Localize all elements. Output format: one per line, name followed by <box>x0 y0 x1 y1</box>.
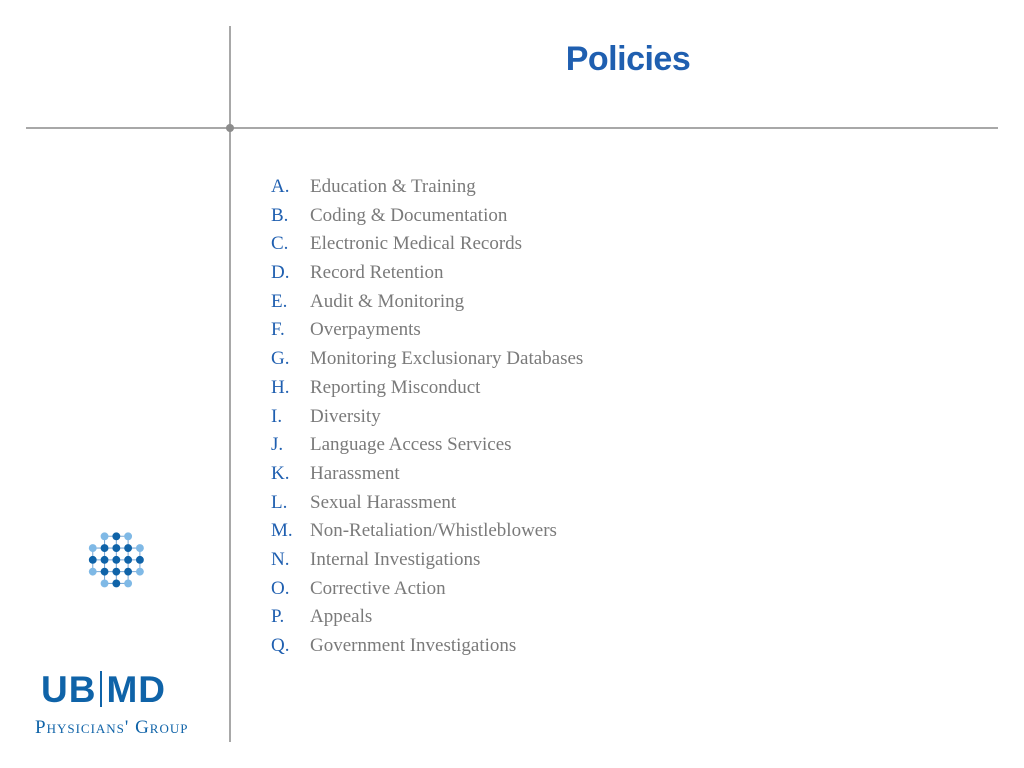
divider-intersection-dot <box>226 124 234 132</box>
list-item <box>271 230 583 259</box>
logo-dot <box>136 544 144 552</box>
list-item-label: Sexual Harassment <box>310 491 457 513</box>
list-item-letter: N. <box>271 548 290 570</box>
logo-dot <box>89 556 97 564</box>
list-item-letter: B. <box>271 204 289 226</box>
list-item-label: Electronic Medical Records <box>310 233 523 255</box>
list-item-label: Non-Retaliation/Whistleblowers <box>310 520 557 542</box>
list-item-letter: D. <box>271 262 290 284</box>
list-item <box>271 259 583 288</box>
list-item-label: Corrective Action <box>310 577 446 599</box>
list-item-letter: I. <box>271 405 283 427</box>
list-item <box>271 489 583 518</box>
list-item-letter: Q. <box>271 635 290 656</box>
list-item-label: Education & Training <box>310 176 476 197</box>
list-item <box>271 431 583 460</box>
logo-dot <box>124 568 132 576</box>
list-item-label: Harassment <box>310 462 400 484</box>
list-item-label: Record Retention <box>310 262 444 284</box>
list-item-letter: L. <box>271 491 288 513</box>
list-item <box>271 546 583 575</box>
list-item-label: Reporting Misconduct <box>310 376 481 398</box>
list-item-letter: K. <box>271 462 290 484</box>
wordmark-md: MD <box>106 669 166 710</box>
horizontal-divider <box>26 127 998 129</box>
list-item-letter: E. <box>271 290 288 312</box>
list-item-letter: M. <box>271 520 293 542</box>
list-item <box>271 632 583 661</box>
list-item <box>271 460 583 489</box>
logo-dot <box>101 580 109 588</box>
list-item-label: Diversity <box>310 405 381 427</box>
policy-list <box>271 173 583 661</box>
logo-dot <box>101 532 109 540</box>
list-item-letter: P. <box>271 606 285 628</box>
logo-dot <box>101 544 109 552</box>
list-item-letter: F. <box>271 319 285 341</box>
list-item <box>271 603 583 632</box>
list-item <box>271 517 583 546</box>
logo-dot <box>89 544 97 552</box>
wordmark-ub: UB <box>41 669 97 710</box>
list-item <box>271 374 583 403</box>
list-item-letter: O. <box>271 577 290 599</box>
logo-dot <box>124 580 132 588</box>
vertical-divider <box>229 26 231 742</box>
logo-dot <box>112 544 120 552</box>
wordmark-separator <box>100 671 102 707</box>
list-item <box>271 575 583 604</box>
list-item <box>271 202 583 231</box>
logo-dot <box>101 556 109 564</box>
logo-tagline: Physicians' Group <box>35 717 189 738</box>
list-item <box>271 288 583 317</box>
logo-dot <box>124 544 132 552</box>
list-item-label: Overpayments <box>310 319 421 341</box>
list-item-letter: J. <box>271 434 284 456</box>
ubmd-wordmark <box>41 670 166 710</box>
list-item-label: Appeals <box>310 606 373 628</box>
logo-dot <box>124 556 132 564</box>
list-item-label: Monitoring Exclusionary Databases <box>310 348 584 370</box>
page-title: Policies <box>565 40 691 78</box>
logo-dot <box>124 532 132 540</box>
logo-dot <box>112 532 120 540</box>
logo-dot <box>89 568 97 576</box>
list-item-letter: H. <box>271 376 290 398</box>
list-item <box>271 316 583 345</box>
list-item-label: Government Investigations <box>310 635 517 656</box>
list-item-label: Language Access Services <box>310 434 512 456</box>
list-item-label: Coding & Documentation <box>310 204 508 226</box>
list-item <box>271 345 583 374</box>
logo-dot <box>136 568 144 576</box>
list-item-letter: A. <box>271 176 290 197</box>
logo-dot <box>112 580 120 588</box>
list-item-letter: G. <box>271 348 290 370</box>
list-item-label: Internal Investigations <box>310 548 481 570</box>
logo-dot <box>112 556 120 564</box>
logo-dot <box>136 556 144 564</box>
logo-dot <box>112 568 120 576</box>
list-item-label: Audit & Monitoring <box>310 290 465 312</box>
list-item <box>271 403 583 432</box>
list-item-letter: C. <box>271 233 289 255</box>
logo-dot <box>101 568 109 576</box>
list-item <box>271 173 583 202</box>
ubmd-logo-mark <box>40 530 200 640</box>
